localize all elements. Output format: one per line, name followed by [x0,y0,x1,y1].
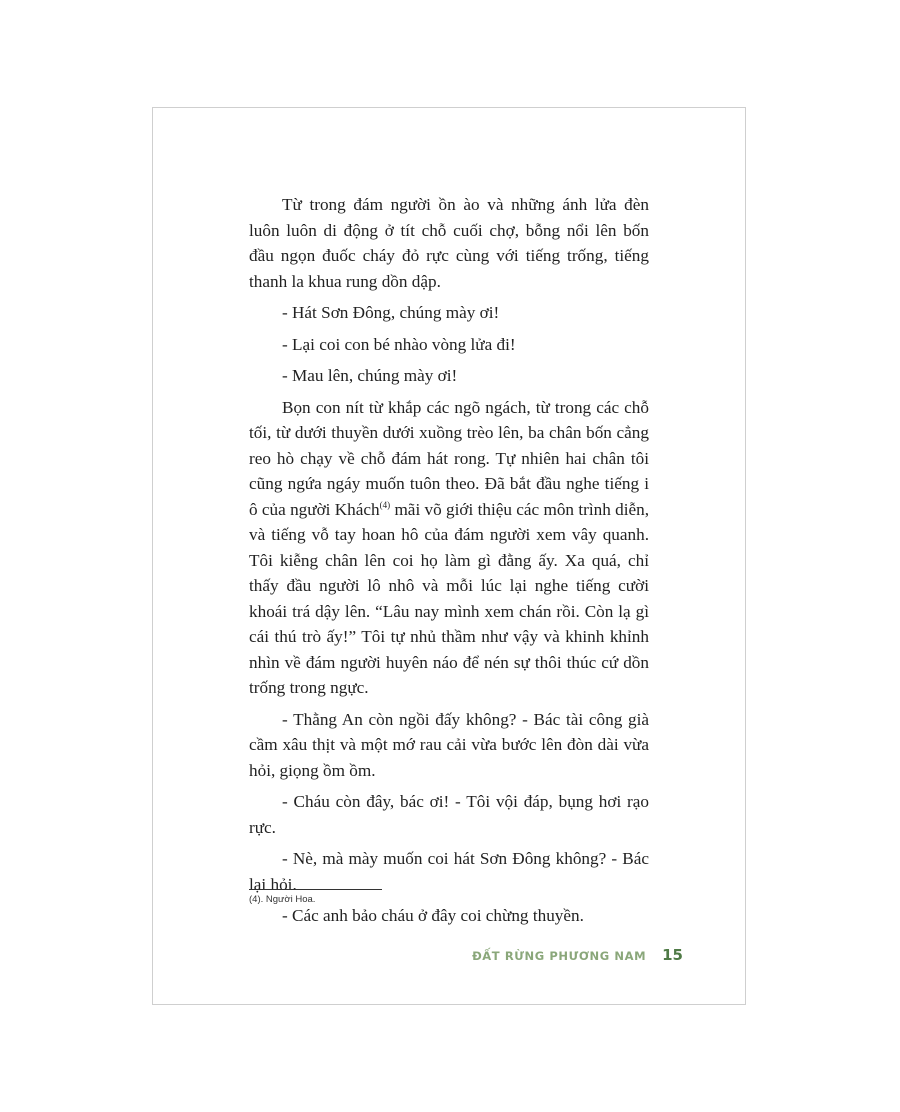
dialogue-line-1: - Hát Sơn Đông, chúng mày ơi! [282,303,500,322]
body-text [249,192,649,935]
dialogue-line-2: - Lại coi con bé nhào vòng lửa đi! [282,334,516,354]
book-page [152,107,746,1005]
footnote-divider [249,889,382,890]
paragraph-1: Từ trong đám người ồn ào và những ánh lửa đèn luôn luôn di động ở tít chỗ cuối chợ, bỗng nổi lên bốn đầu ngọn đuốc cháy đỏ rực cùng với tiếng trống, tiếng thanh la khua rung dồn dập. [249,195,649,291]
book-title: ĐẤT RỪNG PHƯƠNG NAM [472,949,647,963]
paragraph-2 [249,395,649,701]
running-footer [472,946,683,964]
paragraph-2-text-after: mãi võ giới thiệu các môn trình diễn, và tiếng vỗ tay hoan hô của đám người xem vây quanh. Tôi kiễng chân lên coi họ làm gì đằng ấy. Xa quá, chỉ thấy đầu người lô nhô và mỗi lúc lại nghe tiếng cười khoái trá dậy lên. “Lâu nay mình xem chán rồi. Còn lạ gì cái thú trò ấy!” Tôi tự nhủ thầm như vậy và khinh khỉnh nhìn về đám người huyên náo để nén sự thôi thúc cứ dồn trống trong ngực. [249,499,649,697]
dialogue-line-6: - Nè, mà mày muốn coi hát Sơn Đông không? - Bác lại hỏi. [249,849,649,894]
dialogue-line-7: - Các anh bảo cháu ở đây coi chừng thuyền. [282,906,584,925]
footnote-marker[interactable]: (4) [379,499,391,510]
dialogue-line-3: - Mau lên, chúng mày ơi! [282,366,458,385]
dialogue-line-5: - Cháu còn đây, bác ơi! - Tôi vội đáp, bụng hơi rạo rực. [249,792,649,837]
page-number: 15 [662,946,683,964]
dialogue-line-4: - Thằng An còn ngồi đấy không? - Bác tài công già cầm xâu thịt và một mớ rau cải vừa bước lên đòn dài vừa hỏi, giọng ồm ồm. [249,709,649,780]
paragraph-2-text-before: Bọn con nít từ khắp các ngõ ngách, từ trong các chỗ tối, từ dưới thuyền dưới xuồng trèo lên, ba chân bốn cẳng reo hò chạy về chỗ đám hát rong. Tự nhiên hai chân tôi cũng ngứa ngáy muốn tuôn theo. Đã bắt đầu nghe tiếng i ô của người Khách [249,397,649,519]
footnote: (4). Người Hoa. [249,894,316,905]
